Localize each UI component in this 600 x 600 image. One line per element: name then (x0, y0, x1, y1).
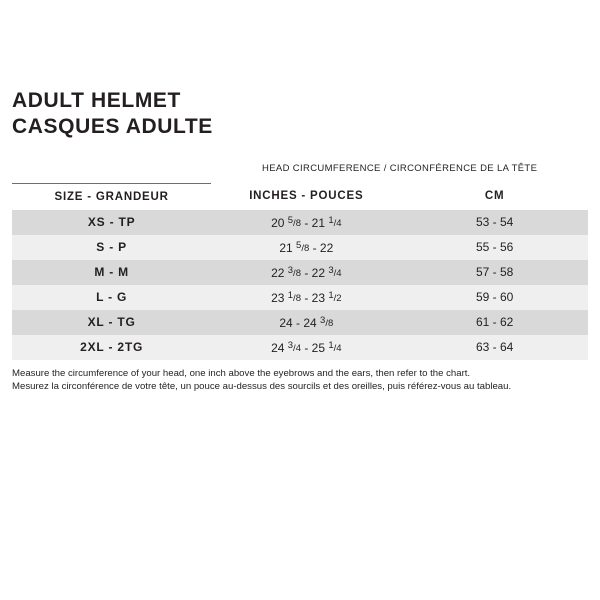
title-line-french: CASQUES ADULTE (12, 114, 213, 138)
cell-cm: 57 - 58 (401, 260, 588, 285)
column-header-cm: CM (401, 183, 588, 210)
cell-size: L - G (12, 285, 211, 310)
cell-cm: 63 - 64 (401, 335, 588, 360)
table-row (12, 285, 588, 310)
group-header-spacer (12, 153, 211, 183)
title-line-english: ADULT HELMET (12, 89, 181, 112)
page-title (12, 88, 588, 139)
group-header-label: HEAD CIRCUMFERENCE / CIRCONFÉRENCE DE LA TÊTE (211, 153, 588, 183)
chart-content (12, 88, 588, 394)
footnote-english: Measure the circumference of your head, one inch above the eyebrows and the ears, then refer to the chart. (12, 367, 471, 379)
cell-size: S - P (12, 235, 211, 260)
cell-cm: 61 - 62 (401, 310, 588, 335)
cell-size: 2XL - 2TG (12, 335, 211, 360)
footnote-french: Mesurez la circonférence de votre tête, un pouce au-dessus des sourcils et des oreilles, puis référez-vous au tableau. (12, 381, 512, 393)
cell-inches: 22 $^3$/8 - 22 $^3$/4 (211, 260, 401, 285)
cell-inches: 24 $^3$/4 - 25 $^1$/4 (211, 335, 401, 360)
cell-inches: 24 - 24 $^3$/8 (211, 310, 401, 335)
cell-inches: 20 $^5$/8 - 21 $^1$/4 (211, 210, 401, 235)
table-row (12, 335, 588, 360)
cell-size: XL - TG (12, 310, 211, 335)
table-row (12, 260, 588, 285)
table-group-header-row (12, 153, 588, 183)
table-header-row (12, 183, 588, 210)
cell-cm: 53 - 54 (401, 210, 588, 235)
cell-size: XS - TP (12, 210, 211, 235)
footnote (12, 367, 588, 394)
cell-inches: 21 $^5$/8 - 22 (211, 235, 401, 260)
size-chart-table (12, 153, 588, 360)
cell-cm: 59 - 60 (401, 285, 588, 310)
table-row (12, 210, 588, 235)
column-header-inches: INCHES - POUCES (211, 183, 401, 210)
column-header-size: SIZE - GRANDEUR (12, 183, 211, 210)
cell-size: M - M (12, 260, 211, 285)
table-row (12, 310, 588, 335)
cell-cm: 55 - 56 (401, 235, 588, 260)
cell-inches: 23 $^1$/8 - 23 $^1$/2 (211, 285, 401, 310)
table-row (12, 235, 588, 260)
